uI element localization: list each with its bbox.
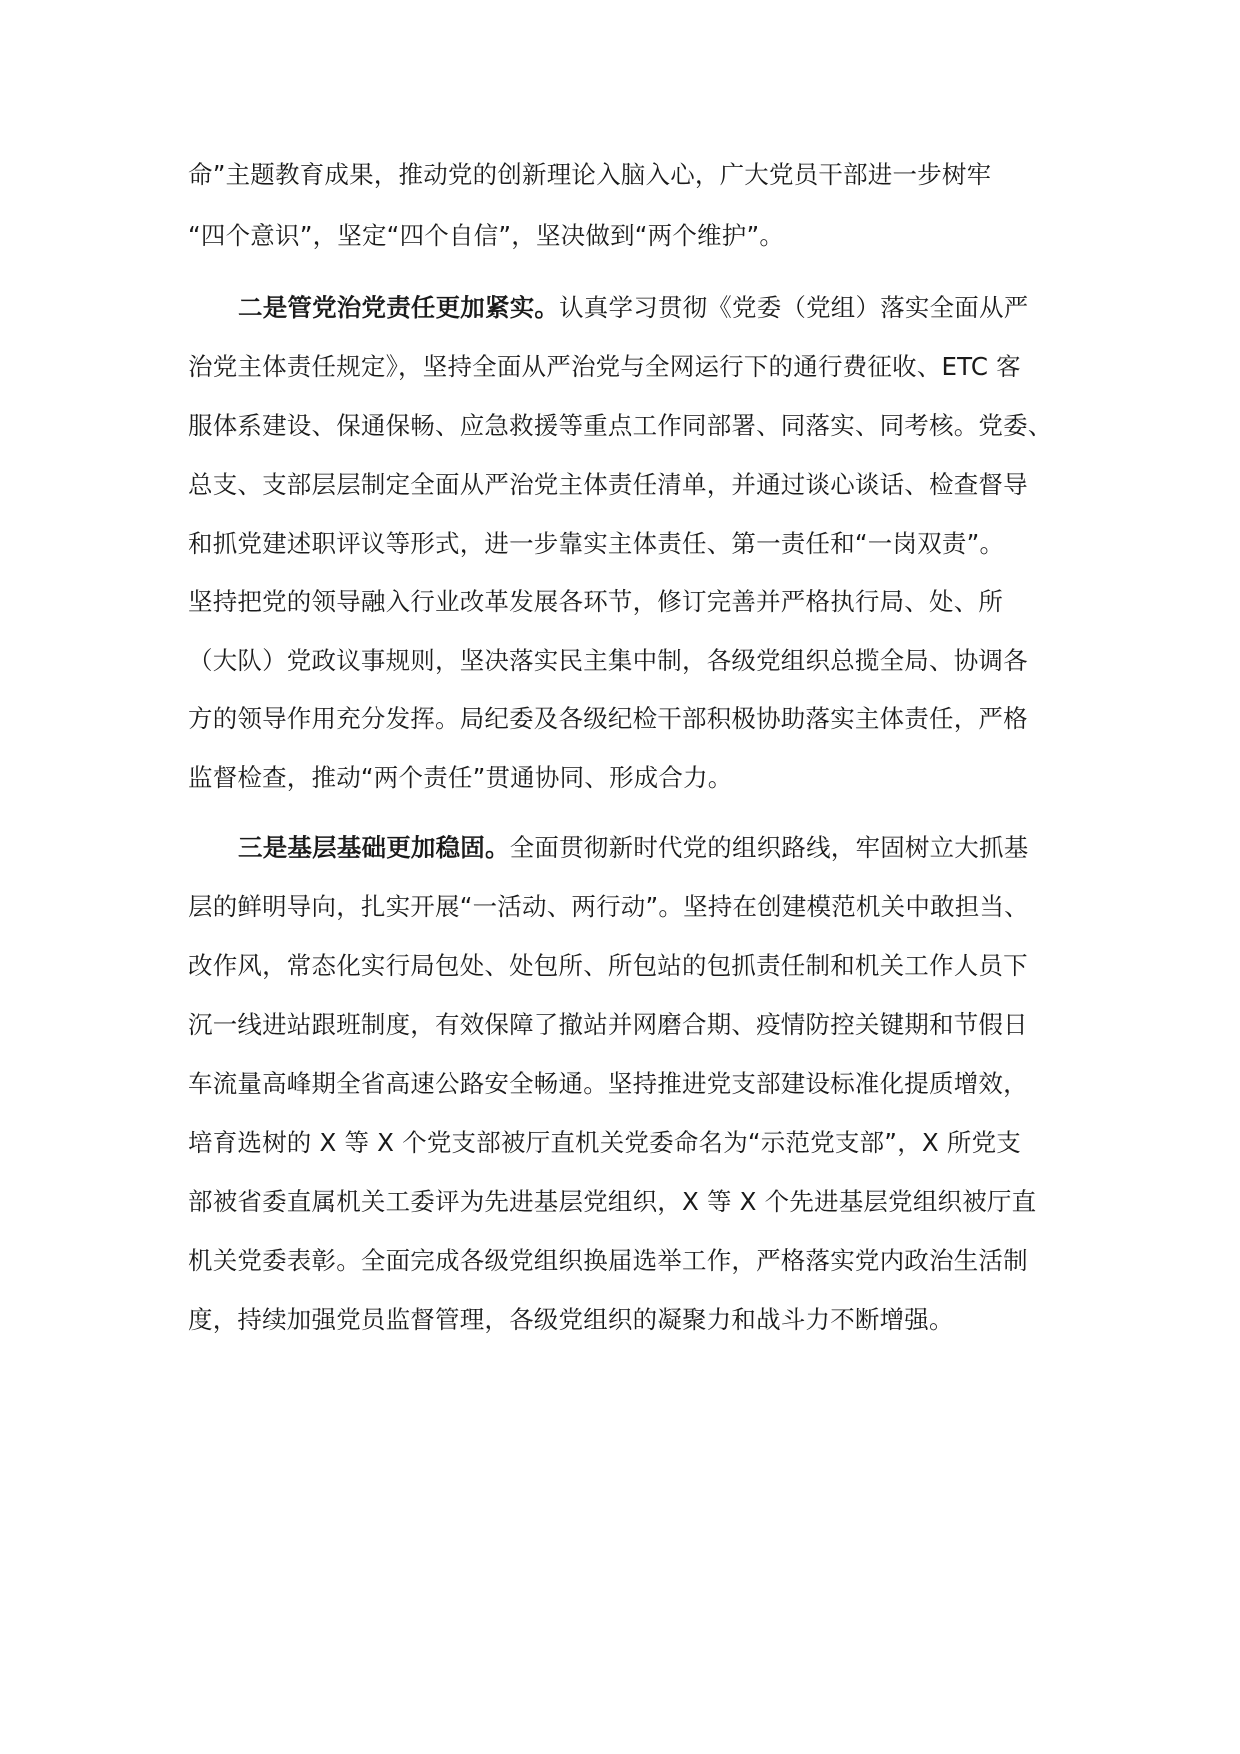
paragraph-3-line-5: 车流量高峰期全省高速公路安全畅通。坚持推进党支部建设标准化提质增效， bbox=[188, 1069, 1028, 1098]
paragraph-2-line-4: 总支、支部层层制定全面从严治党主体责任清单，并通过谈心谈话、检查督导 bbox=[188, 470, 1028, 499]
paragraph-3-line-9: 度，持续加强党员监督管理，各级党组织的凝聚力和战斗力不断增强。 bbox=[188, 1305, 954, 1334]
paragraph-3-line-2: 层的鲜明导向，扎实开展“一活动、两行动”。坚持在创建模范机关中敢担当、 bbox=[188, 892, 1029, 921]
paragraph-3-line-1 bbox=[238, 830, 1068, 866]
paragraph-2-line-3: 服体系建设、保通保畅、应急救援等重点工作同部署、同落实、同考核。党委、 bbox=[188, 411, 1053, 440]
paragraph-2-line-9: 监督检查，推动“两个责任”贯通协同、形成合力。 bbox=[188, 763, 733, 792]
paragraph-2-line-7: （大队）党政议事规则，坚决落实民主集中制，各级党组织总揽全局、协调各 bbox=[188, 646, 1028, 675]
paragraph-3-first-rest: 全面贯彻新时代党的组织路线，牢固树立大抓基 bbox=[509, 833, 1029, 862]
paragraph-2-first-rest: 认真学习贯彻《党委（党组）落实全面从严 bbox=[559, 293, 1029, 322]
paragraph-3-line-7: 部被省委直属机关工委评为先进基层党组织，X 等 X 个先进基层党组织被厅直 bbox=[188, 1187, 1037, 1216]
paragraph-3-line-4: 沉一线进站跟班制度，有效保障了撤站并网磨合期、疫情防控关键期和节假日 bbox=[188, 1010, 1028, 1039]
paragraph-2-line-1 bbox=[238, 290, 1068, 326]
paragraph-3-line-3: 改作风，常态化实行局包处、处包所、所包站的包抓责任制和机关工作人员下 bbox=[188, 951, 1028, 980]
paragraph-2-line-5: 和抓党建述职评议等形式，进一步靠实主体责任、第一责任和“一岗双责”。 bbox=[188, 529, 1005, 558]
paragraph-2-line-8: 方的领导作用充分发挥。局纪委及各级纪检干部积极协助落实主体责任，严格 bbox=[188, 704, 1028, 733]
paragraph-3-lead: 三是基层基础更加稳固。 bbox=[238, 833, 510, 862]
paragraph-3-line-6: 培育选树的 X 等 X 个党支部被厅直机关党委命名为“示范党支部”，X 所党支 bbox=[188, 1128, 1021, 1157]
paragraph-2-line-2: 治党主体责任规定》，坚持全面从严治党与全网运行下的通行费征收、ETC 客 bbox=[188, 352, 1021, 381]
paragraph-1-line-1: 命”主题教育成果，推动党的创新理论入脑入心，广大党员干部进一步树牢 bbox=[188, 160, 992, 189]
paragraph-3-line-8: 机关党委表彰。全面完成各级党组织换届选举工作，严格落实党内政治生活制 bbox=[188, 1246, 1028, 1275]
paragraph-1-line-2: “四个意识”，坚定“四个自信”，坚决做到“两个维护”。 bbox=[188, 221, 785, 250]
paragraph-2-lead: 二是管党治党责任更加紧实。 bbox=[238, 293, 560, 322]
paragraph-2-line-6: 坚持把党的领导融入行业改革发展各环节，修订完善并严格执行局、处、所 bbox=[188, 587, 1004, 616]
